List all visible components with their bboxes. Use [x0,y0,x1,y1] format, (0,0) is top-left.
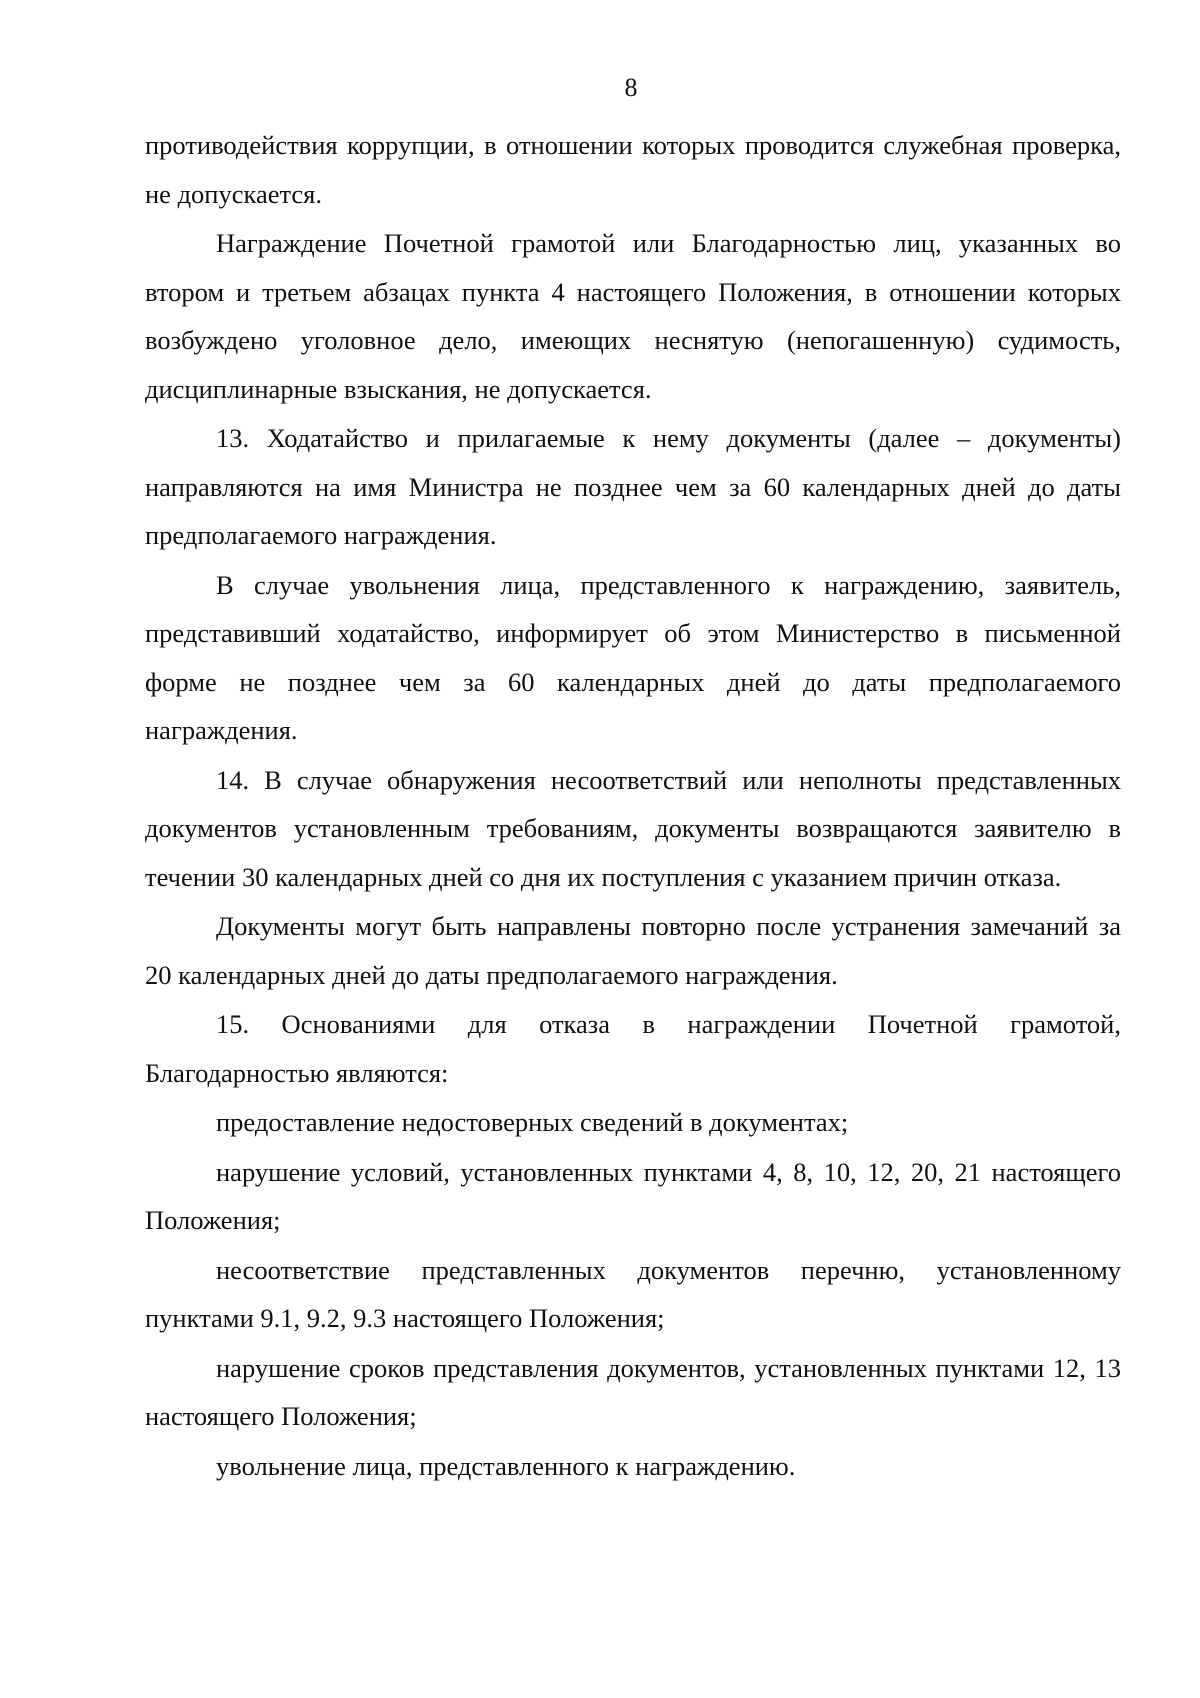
paragraph-award-restriction: Награждение Почетной грамотой или Благодарностью лиц, указанных во втором и третьем абзацах пункта 4 настоящего Положения, в отношении которых возбуждено уголовное дело, имеющих неснятую (непогашенную) судимость, дисциплинарные взыскания, не допускается. [145,228,1121,404]
page-number: 8 [624,73,638,102]
paragraph-continuation: противодействия коррупции, в отношении которых проводится служебная проверка, не допускается. [145,130,1121,209]
paragraph-dismissal-notice: В случае увольнения лица, представленного к награждению, заявитель, представивший ходатайство, информирует об этом Министерство в письменной форме не позднее чем за 60 календарных дней до даты предполагаемого награждения. [145,569,1121,745]
paragraph-item-13: 13. Ходатайство и прилагаемые к нему документы (далее – документы) направляются на имя Министра не позднее чем за 60 календарных дней до даты предполагаемого награждения. [145,423,1121,550]
paragraph-resubmission: Документы могут быть направлены повторно после устранения замечаний за 20 календарных дней до даты предполагаемого награждения. [145,911,1121,990]
paragraph-item-15: 15. Основаниями для отказа в награждении Почетной грамотой, Благодарностью являются: [145,1009,1121,1088]
document-body [145,121,1121,1491]
list-item-documents-mismatch: несоответствие представленных документов перечню, установленному пунктами 9.1, 9.2, 9.3 настоящего Положения; [145,1254,1121,1333]
list-item-false-information: предоставление недостоверных сведений в документах; [216,1107,849,1137]
list-item-conditions-violation: нарушение условий, установленных пунктами 4, 8, 10, 12, 20, 21 настоящего Положения; [145,1156,1121,1235]
list-item-dismissal: увольнение лица, представленного к награждению. [216,1450,796,1481]
list-item-deadline-violation: нарушение сроков представления документов, установленных пунктами 12, 13 настоящего Положения; [145,1352,1121,1431]
paragraph-item-14: 14. В случае обнаружения несоответствий или неполноты представленных документов установленным требованиям, документы возвращаются заявителю в течении 30 календарных дней со дня их поступления с указанием причин отказа. [145,764,1121,892]
